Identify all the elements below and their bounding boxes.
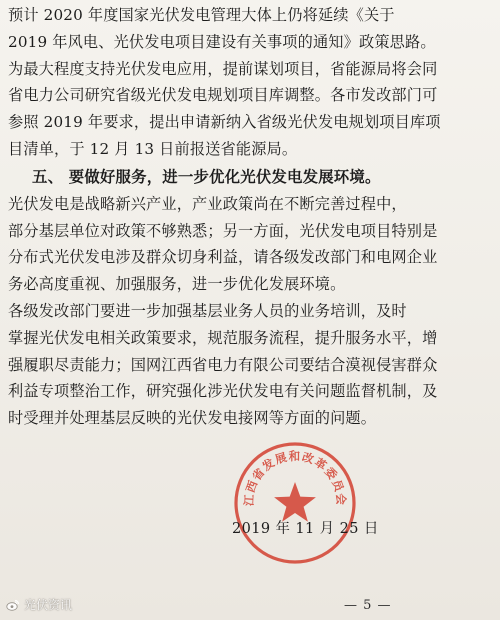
text-line: 务必高度重视、加强服务，进一步优化发展环境。 [8,275,346,294]
paragraph-policy-continuation [8,2,492,163]
page-number: — 5 — [344,598,392,613]
text-line: 参照 2019 年要求，提出申请新纳入省级光伏发电规划项目库项 [8,113,441,132]
text-line: 分布式光伏发电涉及群众切身利益，请各级发改部门和电网企业 [8,248,438,267]
text-line: 目清单，于 12 月 13 日前报送省能源局。 [8,139,298,158]
weibo-logo-icon [6,598,20,612]
paragraph-training-and-supervision [8,298,492,432]
text-line: 时受理并处理基层反映的光伏发电接网等方面的问题。 [8,409,377,428]
text-line: 预计 2020 年度国家光伏发电管理大体上仍将延续《关于 [8,6,395,24]
document-body [8,2,492,432]
text-line: 掌握光伏发电相关政策要求，规范服务流程，提升服务水平，增 [8,328,438,347]
text-line: 部分基层单位对政策不够熟悉；另一方面，光伏发电项目特别是 [8,221,438,240]
text-line: 强履职尽责能力；国网江西省电力有限公司要结合漠视侵害群众 [8,355,438,374]
section-heading-five: 五、 要做好服务，进一步优化光伏发电发展环境。 [32,167,381,186]
document-date: 2019 年 11 月 25 日 [232,521,379,537]
seal-star-icon [274,482,316,522]
source-watermark [6,596,72,613]
paragraph-strategic-industry [8,191,492,298]
official-seal-stamp [232,440,358,566]
text-line: 为最大程度支持光伏发电应用，提前谋划项目，省能源局将会同 [8,59,438,78]
seal-arc-text: 江西省发展和改革委员会 [241,449,349,507]
watermark-text: 光伏资讯 [24,598,73,612]
text-line: 省电力公司研究省级光伏发电规划项目库调整。各市发改部门可 [8,86,438,105]
text-line: 各级发改部门要进一步加强基层业务人员的业务培训，及时 [8,301,407,320]
text-line: 利益专项整治工作，研究强化涉光伏发电有关问题监督机制，及 [8,382,438,401]
text-line: 2019 年风电、光伏发电项目建设有关事项的通知》政策思路。 [8,32,436,51]
text-line: 光伏发电是战略新兴产业，产业政策尚在不断完善过程中， [8,194,407,213]
